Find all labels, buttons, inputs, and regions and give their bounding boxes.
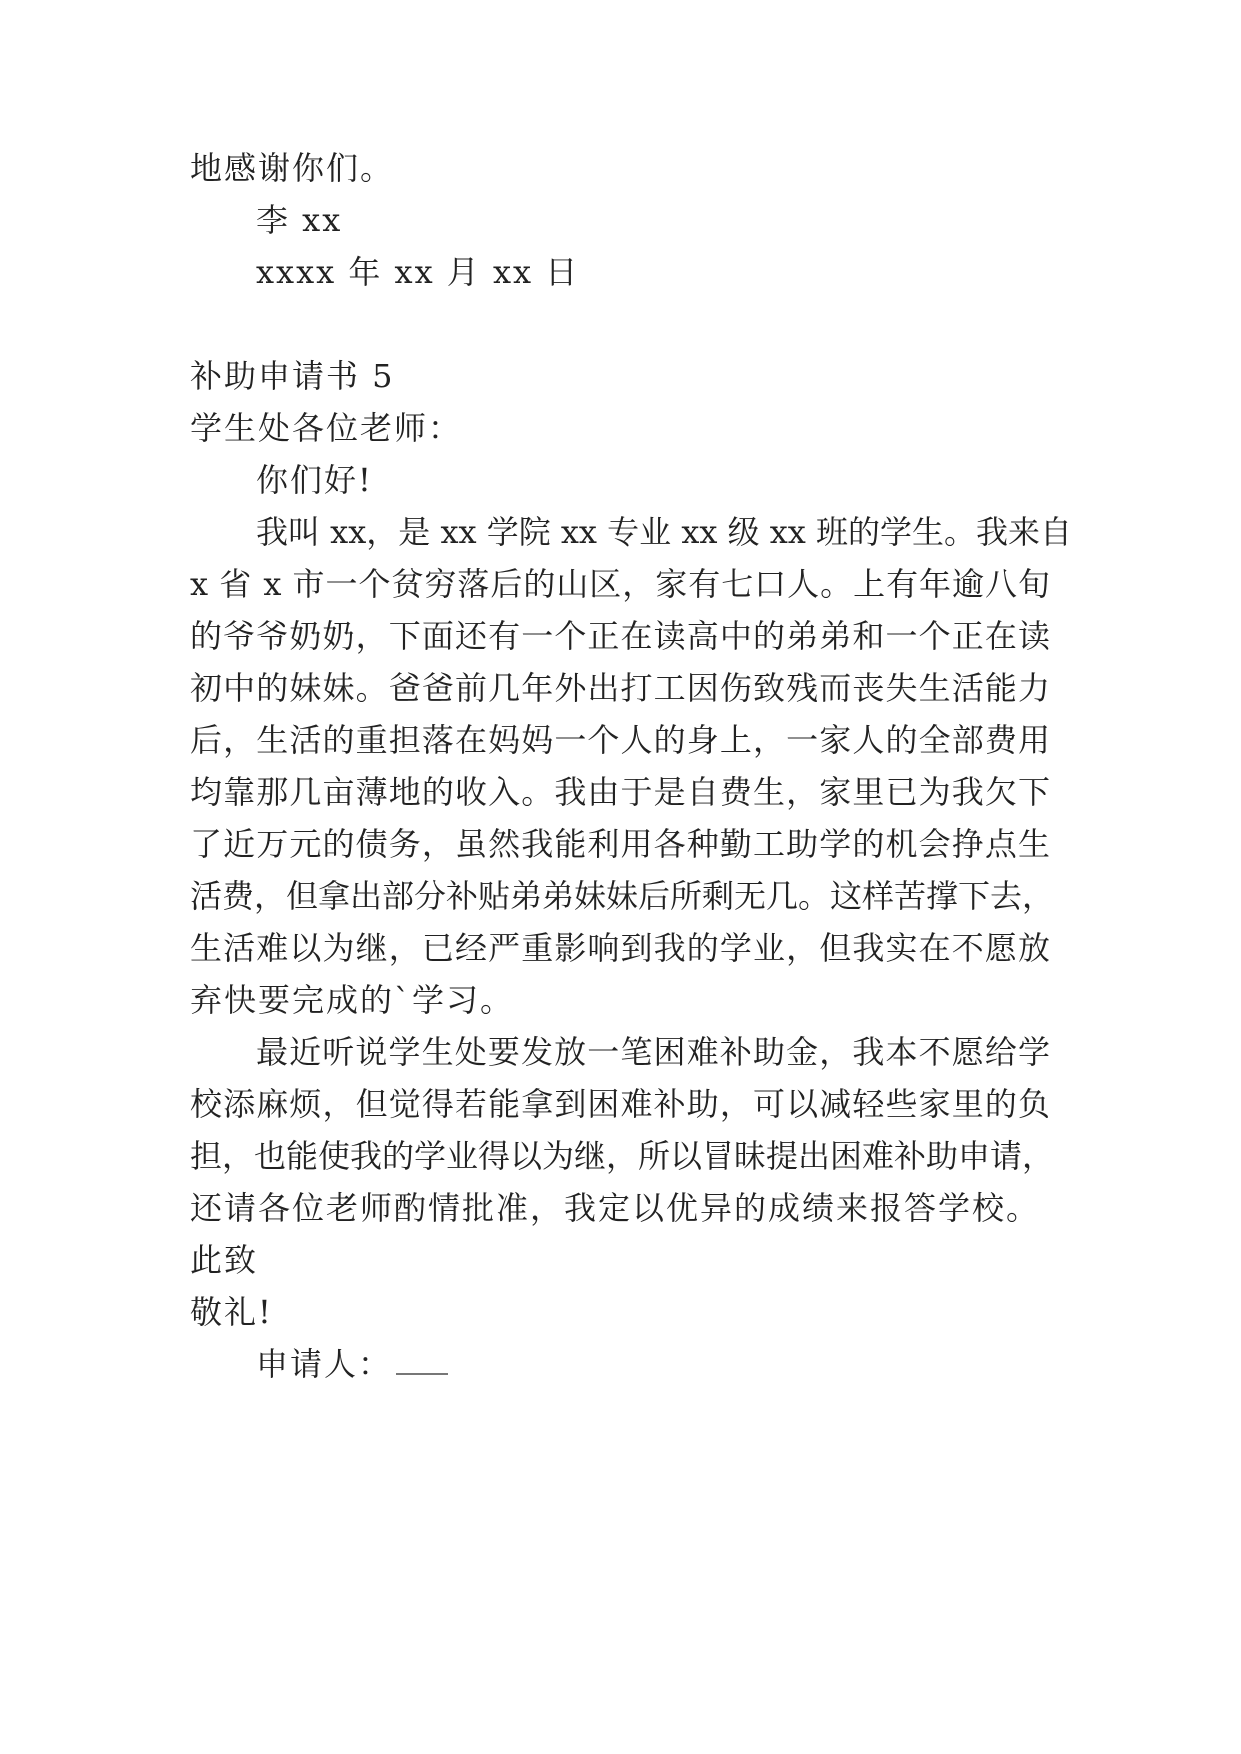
- paragraph2-line: 还请各位老师酌情批准，我定以优异的成绩来报答学校。: [190, 1189, 1041, 1227]
- paragraph2-line: 校添麻烦，但觉得若能拿到困难补助，可以减轻些家里的负: [190, 1085, 1050, 1123]
- applicant-signature-blank: [396, 1349, 448, 1375]
- paragraph1-line: 均靠那几亩薄地的收入。我由于是自费生，家里已为我欠下: [190, 773, 1050, 811]
- paragraph1-line: 的爷爷奶奶，下面还有一个正在读高中的弟弟和一个正在读: [190, 617, 1050, 655]
- closing-regards: 此致: [190, 1241, 259, 1279]
- letter-greeting: 你们好!: [256, 461, 373, 499]
- paragraph1-line: 了近万元的债务，虽然我能利用各种勤工助学的机会挣点生: [190, 825, 1050, 863]
- paragraph1-line: 后，生活的重担落在妈妈一个人的身上，一家人的全部费用: [190, 721, 1050, 759]
- applicant-label: 申请人：: [256, 1345, 393, 1383]
- paragraph1-line: 我叫 xx，是 xx 学院 xx 专业 xx 级 xx 班的学生。我来自: [256, 513, 1073, 551]
- previous-letter-date: xxxx 年 xx 月 xx 日: [256, 253, 580, 291]
- paragraph2-line: 最近听说学生处要发放一笔困难补助金，我本不愿给学: [256, 1033, 1050, 1071]
- paragraph1-line: 活费，但拿出部分补贴弟弟妹妹后所剩无几。这样苦撑下去，: [190, 877, 1055, 915]
- paragraph1-line: 初中的妹妹。爸爸前几年外出打工因伤致残而丧失生活能力: [190, 669, 1050, 707]
- letter-title: 补助申请书 5: [190, 357, 395, 395]
- paragraph2-line: 担，也能使我的学业得以为继，所以冒昧提出困难补助申请，: [190, 1137, 1055, 1175]
- paragraph1-line: x 省 x 市一个贫穷落后的山区，家有七口人。上有年逾八旬: [190, 565, 1050, 603]
- applicant-line: [256, 1344, 448, 1384]
- closing-salute: 敬礼!: [190, 1293, 273, 1331]
- paragraph1-line: 生活难以为继，已经严重影响到我的学业，但我实在不愿放: [190, 929, 1050, 967]
- paragraph1-line: 弃快要完成的`学习。: [190, 981, 515, 1019]
- letter-salutation: 学生处各位老师：: [190, 409, 463, 447]
- previous-letter-signature: 李 xx: [256, 201, 343, 239]
- previous-letter-closing: 地感谢你们。: [190, 149, 395, 187]
